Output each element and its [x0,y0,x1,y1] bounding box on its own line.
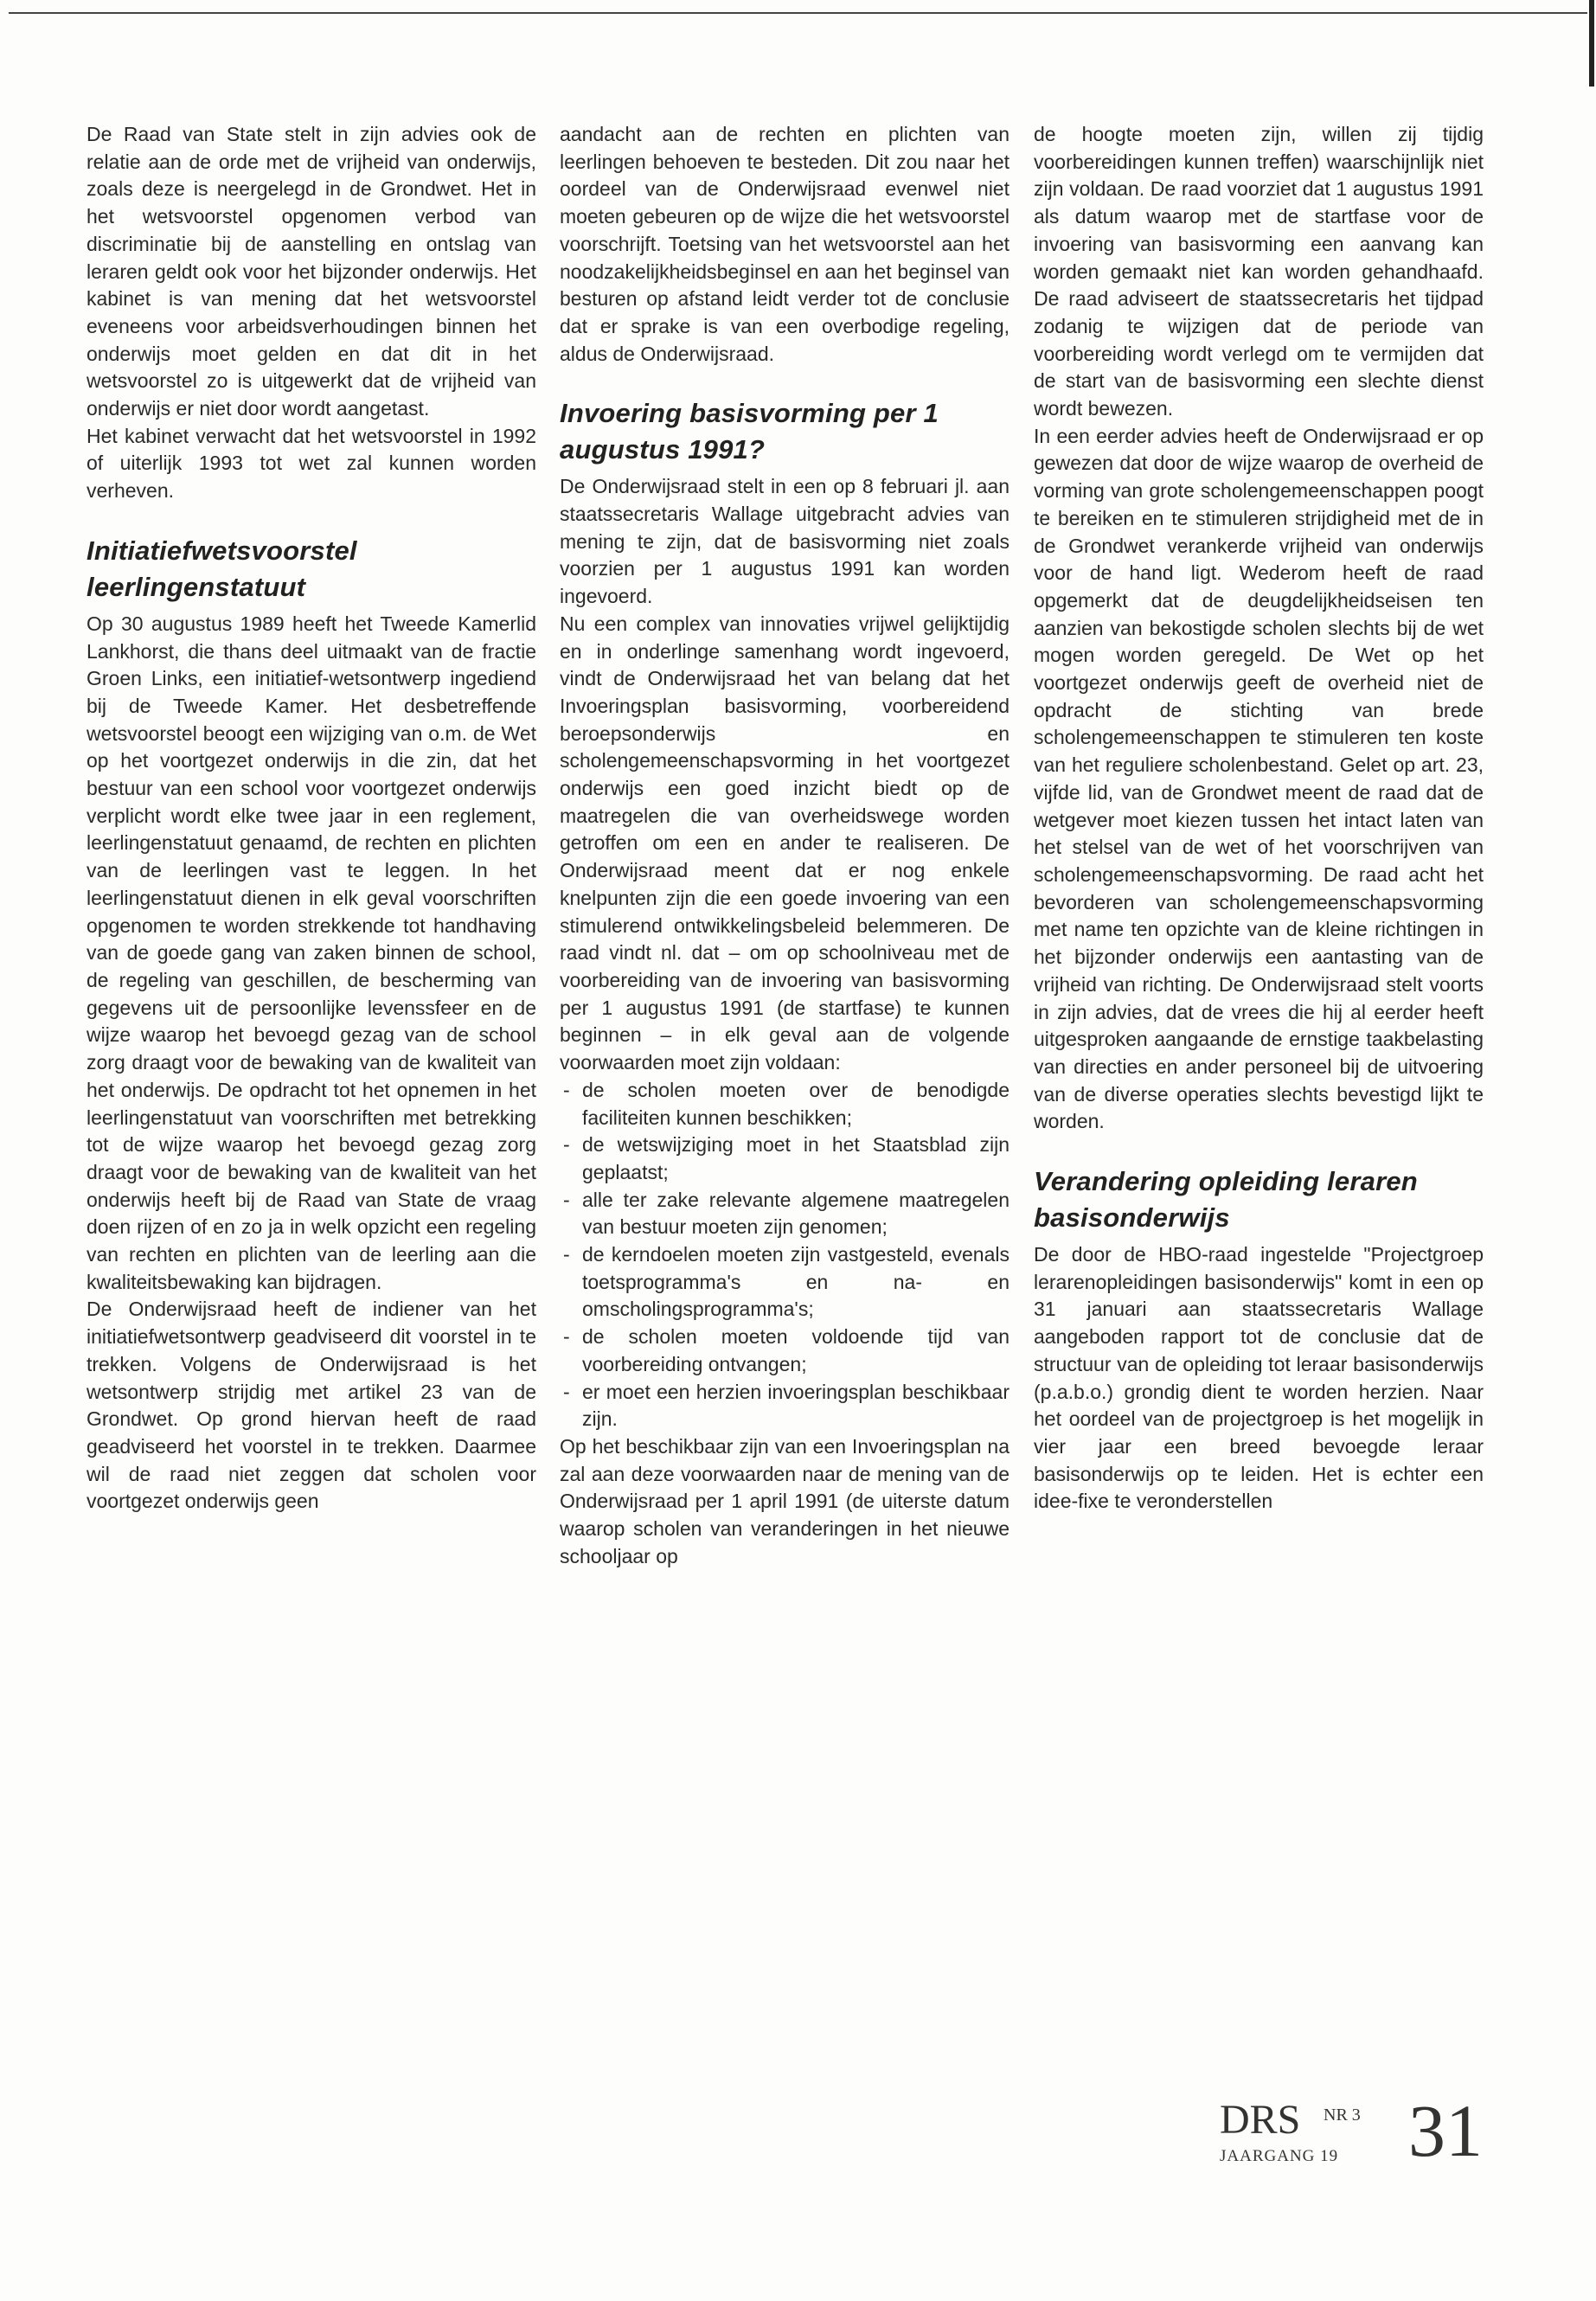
paragraph: Op het beschikbaar zijn van een Invoeringsplan na zal aan deze voorwaarden naar de mening van de Onderwijsraad per 1 april 1991 (de uiterste datum waarop scholen van veranderingen in het nieuwe schooljaar op [560,1434,1010,1567]
top-rule [9,12,1587,14]
magazine-brand: DRS [1220,2097,1301,2143]
list-item: - de kerndoelen moeten zijn vastgesteld, evenals toetsprogramma's en na- en omscholingsprogramma's; [560,1241,1010,1324]
paragraph: Nu een complex van innovaties vrijwel gelijktijdig en in onderlinge samenhang wordt ingevoerd, vindt de Onderwijsraad het van belang dat het Invoeringsplan basisvorming, voorbereidend beroepsonderwijs en scholengemeenschapsvorming in het voortgezet onderwijs een goed inzicht biedt op de maatregelen die van overheidswege worden getroffen om een en ander te realiseren. De Onderwijsraad meent dat er nog enkele knelpunten zijn die een goede invoering van een stimulerend ontwikkelingsbeleid belemmeren. De raad vindt nl. dat – om op schoolniveau met de voorbereiding van de invoering van basisvorming per 1 augustus 1991 (de startfase) te kunnen beginnen – in elk geval aan de volgende voorwaarden moet zijn voldaan: [560,612,1010,1074]
paragraph: aandacht aan de rechten en plichten van leerlingen behoeven te besteden. Dit zou naar het oordeel van de Onderwijsraad evenwel niet moeten gebeuren op de wijze die het wetsvoorstel voorschrijft. Toetsing van het wetsvoorstel aan het noodzakelijkheidsbeginsel en aan het beginsel van besturen op afstand leidt verder tot de conclusie dat er sprake is van een overbodige regeling, aldus de Onderwijsraad. [560,123,1010,365]
section-heading: Invoering basisvorming per 1 augustus 1991? [560,398,939,465]
list-item: - de scholen moeten voldoende tijd van voorbereiding ontvangen; [560,1324,1010,1378]
text-column-2 [560,121,1010,1570]
paragraph: In een eerder advies heeft de Onderwijsraad er op gewezen dat door de wijze waarop de overheid de vorming van grote scholengemeenschappen poogt te bereiken en te stimuleren strijdigheid met de in de Grondwet verankerde vrijheid van onderwijs voor de hand ligt. Wederom heeft de raad opgemerkt dat de deugdelijkheidseisen ten aanzien van bekostigde scholen slechts bij de wet mogen worden geregeld. De Wet op het voortgezet onderwijs geeft de overheid niet de opdracht de stichting van brede scholengemeenschappen te stimuleren ten koste van het reguliere scholenbestand. Gelet op art. 23, vijfde lid, van de Grondwet meent de raad dat de wetgever moet kiezen tussen het intact laten van het stelsel van de wet of het voorschrijven van scholengemeenschapsvorming. De raad acht het bevorderen van scholengemeenschapsvorming met name ten opzichte van de kleine richtingen in het bijzonder onderwijs een aantasting van de vrijheid van richting. De Onderwijsraad stelt voorts in zijn advies, dat de vrees die hij al eerder heeft uitgesproken aangaande de ernstige taakbelasting van directies en ander personeel bij de uitvoering van de diverse operaties slechts bevestigd lijkt te worden. [1034,424,1484,1133]
list-item: - de wetswijziging moet in het Staatsblad zijn geplaatst; [560,1131,1010,1186]
paragraph: De Raad van State stelt in zijn advies ook de relatie aan de orde met de vrijheid van onderwijs, zoals deze is neergelegd in de Grondwet. Het in het wetsvoorstel opgenomen verbod van discriminatie bij de aanstelling en ontslag van leraren geldt ook voor het bijzonder onderwijs. Het kabinet is van mening dat het wetsvoorstel eveneens voor arbeidsverhoudingen binnen het onderwijs moet gelden en dat dit in het wetsvoorstel zo is uitgewerkt dat de vrijheid van onderwijs er niet door wordt aangetast. [87,123,536,420]
volume-label: JAARGANG 19 [1220,2147,1339,2165]
issue-number: NR 3 [1324,2106,1361,2125]
conditions-list [560,1077,1010,1433]
section-heading: Initiatiefwetsvoorstel leerlingenstatuut [87,535,357,602]
list-item: - alle ter zake relevante algemene maatregelen van bestuur moeten zijn genomen; [560,1187,1010,1241]
section-heading: Verandering opleiding leraren basisonderwijs [1034,1166,1418,1234]
page-footer [1220,2089,1497,2197]
paragraph: De door de HBO-raad ingestelde "Projectgroep lerarenopleidingen basisonderwijs" komt in een op 31 januari aan staatssecretaris Wallage aangeboden rapport tot de conclusie dat de structuur van de opleiding tot leraar basisonderwijs (p.a.b.o.) grondig dient te worden herzien. Naar het oordeel van de projectgroep is het mogelijk in vier jaar een breed bevoegde leraar basisonderwijs op te leiden. Het is echter een idee-fixe te veronderstellen [1034,1243,1484,1513]
paragraph: De Onderwijsraad heeft de indiener van het initiatiefwetsontwerp geadviseerd dit voorstel in te trekken. Volgens de Onderwijsraad is het wetsontwerp strijdig met artikel 23 van de Grondwet. Op grond hiervan heeft de raad geadviseerd het voorstel in te trekken. Daarmee wil de raad niet zeggen dat scholen voor voortgezet onderwijs geen [87,1298,536,1513]
paragraph: De Onderwijsraad stelt in een op 8 februari jl. aan staatssecretaris Wallage uitgebracht advies van mening te zijn, dat de basisvorming niet zoals voorzien per 1 augustus 1991 kan worden ingevoerd. [560,475,1010,608]
text-column-1 [87,121,536,1516]
page-edge-mark [1589,0,1594,87]
paragraph: Op 30 augustus 1989 heeft het Tweede Kamerlid Lankhorst, die thans deel uitmaakt van de fractie Groen Links, een initiatief-wetsontwerp ingediend bij de Tweede Kamer. Het desbetreffende wetsvoorstel beoogt een wijziging van o.m. de Wet op het voortgezet onderwijs in die zin, dat het bestuur van een school voor voortgezet onderwijs verplicht wordt elke twee jaar in een reglement, leerlingenstatuut genaamd, de rechten en plichten van de leerlingen vast te leggen. In het leerlingenstatuut dienen in elk geval voorschriften opgenomen te worden strekkende tot handhaving van de goede gang van zaken binnen de school, de regeling van geschillen, de bescherming van gegevens uit de persoonlijke levenssfeer en de wijze waarop het bevoegd gezag van de school zorg draagt voor de bewaking van de kwaliteit van het onderwijs. De opdracht tot het opnemen in het leerlingenstatuut van voorschriften met betrekking tot de wijze waarop het bevoegd gezag zorg draagt voor de bewaking van de kwaliteit van het onderwijs heeft bij de Raad van State de vraag doen rijzen of en zo ja in welk opzicht een regeling van rechten en plichten van de leerling aan die kwaliteitsbewaking kan bijdragen. [87,612,536,1293]
paragraph: de hoogte moeten zijn, willen zij tijdig voorbereidingen kunnen treffen) waarschijnlijk niet zijn voldaan. De raad voorziet dat 1 augustus 1991 als datum waarop met de startfase voor de invoering van basisvorming een aanvang kan worden gemaakt niet kan worden gehandhaafd. De raad adviseert de staatssecretaris het tijdpad zodanig te wijzigen dat de periode van voorbereiding wordt verlegd om te vermijden dat de start van de basisvorming een slechte dienst wordt bewezen. [1034,123,1484,420]
page-number: 31 [1408,2089,1483,2172]
paragraph: Het kabinet verwacht dat het wetsvoorstel in 1992 of uiterlijk 1993 tot wet zal kunnen worden verheven. [87,424,536,503]
text-column-3 [1034,121,1484,1516]
list-item: - er moet een herzien invoeringsplan beschikbaar zijn. [560,1379,1010,1433]
list-item: - de scholen moeten over de benodigde faciliteiten kunnen beschikken; [560,1077,1010,1131]
